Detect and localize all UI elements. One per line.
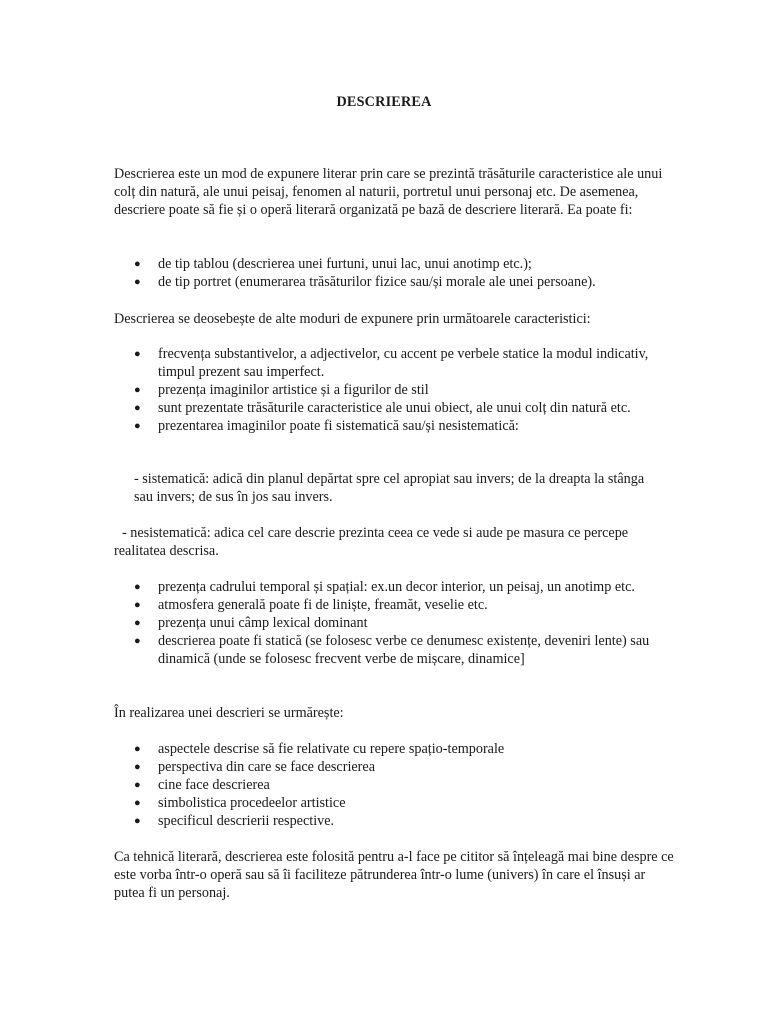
list-item: ● aspectele descrise să fie relativate cu repere spațio-temporale (134, 741, 505, 757)
bullet-icon: ● (134, 581, 141, 593)
list-item: ● prezentarea imaginilor poate fi sistematică sau/și nesistematică: (134, 418, 519, 434)
list-item: ● simbolistica procedeelor artistice (134, 795, 346, 811)
sistematica-note (134, 470, 666, 506)
list-item: ● prezența unui câmp lexical dominant (134, 615, 368, 631)
list-item: ● cine face descrierea (134, 777, 270, 793)
list-item: ● de tip tablou (descrierea unei furtuni, unui lac, unui anotimp etc.); (134, 256, 532, 272)
conclusion-text: Ca tehnică literară, descrierea este folosită pentru a-l face pe cititor să înțeleagă mai bine despre ce este vorba într-o operă sau să îi faciliteze pătrunderea într-o lume (univers) în care el însuși ar putea fi un personaj. (114, 849, 674, 901)
bullet-icon: ● (134, 599, 141, 611)
list-item: ● perspectiva din care se face descrierea (134, 759, 376, 775)
bullet-icon: ● (134, 276, 141, 288)
document-title: DESCRIEREA (336, 94, 432, 110)
differ-paragraph (114, 310, 674, 328)
bullet-icon: ● (134, 384, 141, 396)
bullet-icon: ● (134, 797, 141, 809)
bullet-icon: ● (134, 617, 141, 629)
bullet-icon: ● (134, 743, 141, 755)
list-item: ● sunt prezentate trăsăturile caracteristice ale unui obiect, ale unui colț din natură etc. (134, 400, 631, 416)
list-item: ● prezența cadrului temporal și spațial: ex.un decor interior, un peisaj, un anotimp etc. (134, 579, 635, 595)
follow-list (114, 740, 674, 830)
intro-paragraph (114, 165, 674, 219)
sistematica-text: - sistematică: adică din planul depărtat spre cel apropiat sau invers; de la dreapta la stânga sau invers; de sus în jos sau invers. (134, 471, 645, 505)
bullet-icon: ● (134, 635, 141, 647)
conclusion-paragraph (114, 848, 674, 902)
bullet-icon: ● (134, 761, 141, 773)
bullet-icon: ● (134, 348, 141, 360)
characteristics-list (114, 345, 674, 435)
bullet-icon: ● (134, 258, 141, 270)
list-item: ● de tip portret (enumerarea trăsăturilor fizice sau/și morale ale unei persoane). (134, 274, 596, 290)
bullet-icon: ● (134, 779, 141, 791)
bullet-icon: ● (134, 815, 141, 827)
features-list (114, 578, 674, 668)
list-item: ● frecvența substantivelor, a adjectivelor, cu accent pe verbele statice la modul indicativ, timpul prezent sau imperfect. (134, 346, 649, 380)
list-item: ● descrierea poate fi statică (se folosesc verbe ce denumesc existențe, deveniri lente) sau dinamică (unde se folosesc frecvent verbe de mișcare, dinamice] (134, 633, 650, 667)
nesistematica-text: - nesistematică: adica cel care descrie prezinta ceea ce vede si aude pe masura ce percepe realitatea descrisa. (114, 525, 629, 559)
list-item: ● prezența imaginilor artistice și a figurilor de stil (134, 382, 429, 398)
intro-text: Descrierea este un mod de expunere literar prin care se prezintă trăsăturile caracteristice ale unui colț din natură, ale unui peisaj, fenomen al naturii, portretul unui personaj etc. De asemenea, descriere poate să fie și o operă literară organizată pe bază de descriere literară. Ea poate fi: (114, 166, 663, 218)
follow-paragraph (114, 704, 674, 722)
types-list (114, 255, 674, 291)
bullet-icon: ● (134, 402, 141, 414)
list-item: ● atmosfera generală poate fi de liniște, freamăt, veselie etc. (134, 597, 488, 613)
nesistematica-note (114, 524, 674, 560)
follow-text: În realizarea unei descrieri se urmărește: (114, 705, 344, 721)
list-item: ● specificul descrierii respective. (134, 813, 335, 829)
differ-text: Descrierea se deosebește de alte moduri de expunere prin următoarele caracteristici: (114, 311, 591, 327)
bullet-icon: ● (134, 420, 141, 432)
